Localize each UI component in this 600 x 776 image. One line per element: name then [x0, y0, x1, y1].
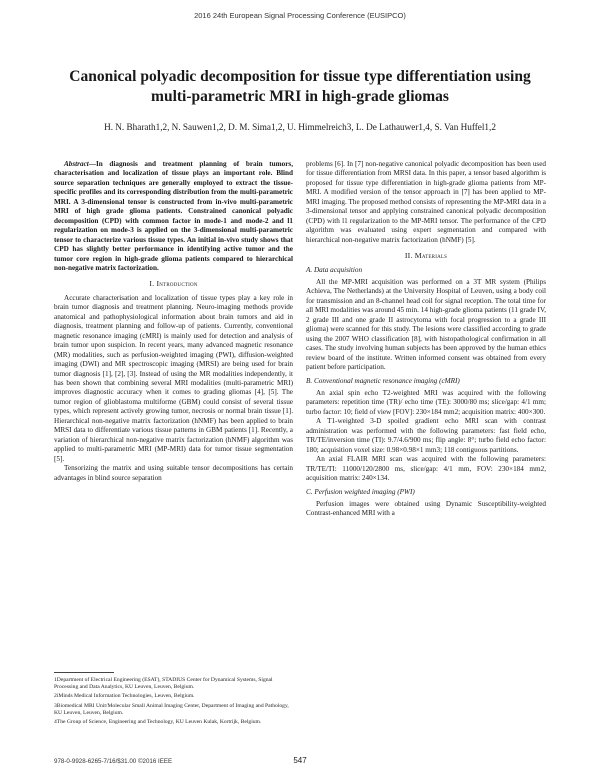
intro-paragraph-2: Tensorizing the matrix and using suitable tensor decompositions has certain advantages in blind source separation [54, 464, 293, 482]
intro-continued: problems [6]. In [7] non-negative canonical polyadic decomposition has been used for tissue differentiation from MRSI data. In this paper, a tensor based algorithm is proposed for tissue type differentiation in high-grade glioma patients from MP-MRI. A modified version of the tensor approach in [7] has been applied to MP-MRI imaging. The proposed method consists of representing the MP-MRI data in a 3-dimensional tensor and applying constrained canonical polyadic decomposition (CPD) with l1 regularization to the MP-MRI tensor. The performance of the CPD algorithm was evaluated using expert segmentation and compared with hierarchical non-negative matrix factorization (hNMF) [5]. [306, 160, 546, 244]
footnote-2: 2iMinds Medical Information Technologies, Leuven, Belgium. [54, 693, 195, 700]
conference-header: 2016 24th European Signal Processing Conference (EUSIPCO) [194, 11, 406, 20]
subsection-c-title: C. Perfusion weighted imaging (PWI) [306, 487, 415, 496]
footnote-1: 1Department of Electrical Engineering (ESAT), STADIUS Center for Dynamical Systems, Signal Processing and Data Analytics, KU Leuven, Leuven, Belgium. [54, 677, 273, 691]
title-line-2: multi-parametric MRI in high-grade gliomas [151, 87, 449, 105]
footnote-3: 3Biomedical MRI Unit/Molecular Small Animal Imaging Center, Department of Imaging and Pathology, KU Leuven, Leuven, Belgium. [54, 702, 289, 716]
footnote-rule [54, 672, 114, 673]
title-line-1: Canonical polyadic decomposition for tissue type differentiation using [69, 68, 531, 85]
left-column [54, 160, 293, 483]
author-list: H. N. Bharath1,2, N. Sauwen1,2, D. M. Sima1,2, U. Himmelreich3, L. De Lathauwer1,4, S. Van Huffel1,2 [104, 122, 496, 132]
page-number: 547 [293, 756, 307, 765]
footnote-4: 4The Group of Science, Engineering and Technology, KU Leuven Kulak, Kortrijk, Belgium. [54, 719, 262, 726]
subsection-a-title: A. Data acquisition [306, 265, 363, 274]
intro-paragraph-1: Accurate characterisation and localization of tissue types play a key role in brain tumor diagnosis and treatment planning. Neuro-imaging methods provide anatomical and pathophysiological information about brain tumors and aid in diagnosis, treatment planning and follow-up of patients. Currently, conventional magnetic resonance imaging (cMRI) is mainly used for detection and analysis of brain tumor upon suspicion. In recent years, many advanced magnetic resonance (MR) modalities, such as perfusion-weighted imaging (PWI), diffusion-weighted imaging (DWI) and MR spectroscopic imaging (MRSI) are being used for brain tumor diagnosis [1], [2], [3]. Instead of using the MR modalities independently, it has been shown that combining several MRI modalities (multi-parametric MRI) improves diagnostic accuracy when it comes to grading gliomas [4], [5]. The tumor region of glioblastoma multiforme (GBM) could consist of several tissue types, which represent actively growing tumor, necrosis or normal brain tissue [1]. Hierarchical non-negative matrix factorization (hNMF) has been applied to brain MRSI data to differentiate various tissue patterns in GBM patients [1]. Recently, a variation of hierarchical non-negative matrix factorization (hNMF) algorithm was applied to multi-parametric MRI (MP-MRI) data for tumor tissue segmentation [5]. [54, 293, 293, 463]
subsection-b-paragraph-2: A T1-weighted 3-D spoiled gradient echo MRI scan with contrast administration was performed with the following parameters: fast field echo, TR/TE/inversion time (TI): 9.7/4.6/900 ms; flip angle: 8°; turbo field echo factor: 180; acquisition voxel size: 0.98×0.98×1 mm3; 118 contiguous partitions. [306, 417, 546, 454]
subsection-a-paragraph: All the MP-MRI acquisition was performed on a 3T MR system (Philips Achieva, The Netherlands) at the University Hospital of Leuven, using a body coil for transmission and an 8-channel head coil for signal reception. The total time for all MRI modalities was around 45 min. 14 high-grade glioma patients (11 grade IV, 2 grade III and one grade II astrocytoma with focal progression to a grade III glioma) were scanned for this study. The lesions were classified according to grade using the 2007 WHO classification [8], with histopathological confirmation in all cases. The study involving human subjects has been approved by the human ethics review board of the institute. Written informed consent was obtained from every patient before participation. [306, 277, 546, 372]
abstract [54, 160, 293, 273]
right-column [306, 160, 546, 519]
footnotes [54, 672, 293, 728]
section-introduction-title: I. Introduction [149, 279, 198, 289]
isbn-copyright: 978-0-9928-6265-7/16/$31.00 ©2016 IEEE [54, 758, 173, 765]
subsection-b-paragraph-3: An axial FLAIR MRI scan was acquired with the following parameters: TR/TE/TI: 11000/120/2800 ms, slice/gap: 4/1 mm, FOV: 230×184 mm2, acquisition matrix: 240×134. [306, 455, 546, 483]
section-materials-title: II. Materials [404, 251, 448, 261]
subsection-b-title: B. Conventional magnetic resonance imaging (cMRI) [306, 376, 460, 385]
paper-title [40, 67, 560, 106]
subsection-c-paragraph: Perfusion images were obtained using Dynamic Susceptibility-weighted Contrast-enhanced MRI with a [306, 499, 546, 518]
subsection-b-paragraph-1: An axial spin echo T2-weighted MRI was acquired with the following parameters: repetition time (TR)/ echo time (TE): 3000/80 ms; slice/gap: 4/1 mm; turbo factor: 10; field of view [FOV]: 230×184 mm2; acquisition matrix: 400×300. [306, 388, 546, 416]
abstract-label: Abstract [64, 160, 89, 168]
abstract-text: —In diagnosis and treatment planning of brain tumors, characterisation and localization of tissue plays an important role. Blind source separation techniques are generally employed to extract the tissue-specific profiles and its corresponding distribution from the multi-parametric MRI. A 3-dimensional tensor is constructed from in-vivo multi-parametric MRI of high grade glioma patients. Constrained canonical polyadic decomposition (CPD) with common factor in mode-1 and mode-2 and l1 regularization on mode-3 is applied on the 3-dimensional multi-parametric tensor to characterize various tissue types. An initial in-vivo study shows that CPD has slightly better performance in identifying active tumor and the tumor core region in high-grade glioma patients compared to hierarchical non-negative matrix factorization. [54, 160, 293, 272]
